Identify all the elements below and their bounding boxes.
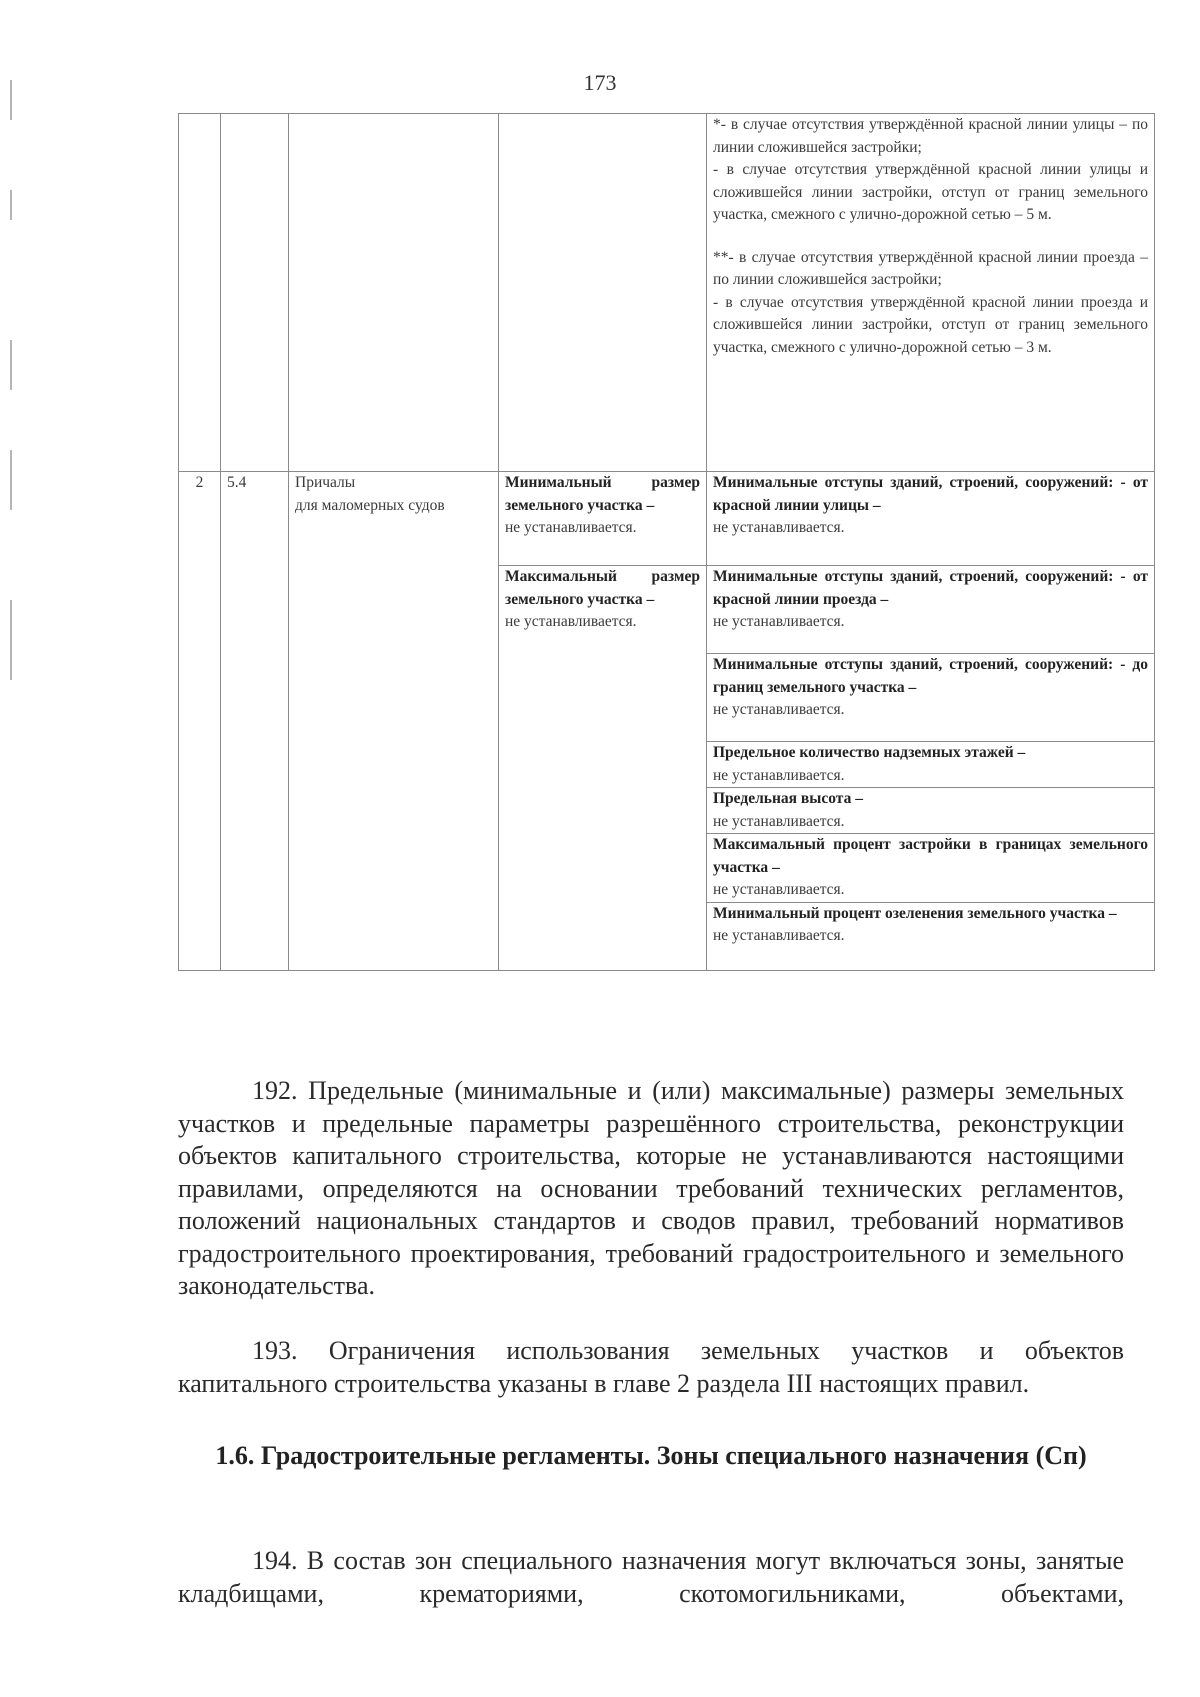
param-value: не устанавливается. xyxy=(713,766,845,784)
param-value: не устанавливается. xyxy=(713,812,845,830)
use-code: 5.4 xyxy=(221,472,289,971)
use-name-line1: Причалы xyxy=(295,474,356,491)
note-street-1: *- в случае отсутствия утверждённой красной линии улицы – по линии сложившейся застройки; xyxy=(713,116,1148,156)
note-passage-2: - в случае отсутствия утверждённой красной линии проезда и сложившейся линии застройки, отступ от границ земельного участка, смежного с улично-дорожной сетью – 3 м. xyxy=(713,293,1148,356)
note-passage-1: **- в случае отсутствия утверждённой красной линии проезда – по линии сложившейся застройки; xyxy=(713,248,1148,288)
param-label: Предельное количество надземных этажей – xyxy=(713,744,1026,761)
param-label: Минимальные отступы зданий, строений, сооружений: - от красной линии улицы – xyxy=(713,474,1148,514)
param-value: не устанавливается. xyxy=(713,701,845,718)
paragraph-number: 192. xyxy=(252,1076,298,1105)
notes-cell xyxy=(707,114,1155,472)
regulations-table xyxy=(178,113,1155,971)
table-row xyxy=(179,472,1155,566)
max-plot-size-value: не устанавливается. xyxy=(505,613,637,630)
paragraph-192 xyxy=(178,1075,1124,1303)
param-value: не устанавливается. xyxy=(713,613,845,630)
param-cell xyxy=(707,788,1155,834)
cell-empty xyxy=(221,114,289,472)
param-cell xyxy=(707,902,1155,970)
param-value: не устанавливается. xyxy=(713,881,845,898)
param-label: Предельная высота – xyxy=(713,790,863,807)
param-label: Минимальный процент озеленения земельного участка – xyxy=(713,904,1117,922)
min-plot-size xyxy=(499,472,707,566)
paragraph-text: Ограничения использования земельных участков и объектов капитального строительства указаны в главе 2 раздела III настоящих правил. xyxy=(178,1336,1124,1398)
paragraph-number: 194. xyxy=(252,1546,298,1575)
paragraph-text: Предельные (минимальные и (или) максимальные) размеры земельных участков и предельные параметры разрешённого строительства, реконструкции объектов капитального строительства, которые не устанавливаются настоящими правилами, определяются на основании требований технических регламентов, положений национальных стандартов и сводов правил, требований нормативов градостроительного проектирования, требований градостроительного и земельного законодательства. xyxy=(178,1076,1124,1300)
max-plot-size-label: Максимальный размер земельного участка – xyxy=(505,568,700,608)
cell-empty xyxy=(499,114,707,472)
param-label: Максимальный процент застройки в границах земельного участка – xyxy=(713,836,1148,876)
paragraph-text: В состав зон специального назначения могут включаться зоны, занятые кладбищами, крематориями, скотомогильниками, объектами, xyxy=(178,1546,1124,1608)
min-plot-size-value: не устанавливается. xyxy=(505,519,637,536)
cell-empty xyxy=(179,114,221,472)
paragraph-194 xyxy=(178,1545,1124,1610)
use-name xyxy=(289,472,499,971)
table-row xyxy=(179,114,1155,472)
param-label: Минимальные отступы зданий, строений, сооружений: - до границ земельного участка – xyxy=(713,656,1148,696)
use-name-line2: для маломерных судов xyxy=(295,496,445,514)
param-cell xyxy=(707,654,1155,742)
max-plot-size xyxy=(499,566,707,971)
param-value: не устанавливается. xyxy=(713,927,845,944)
param-cell xyxy=(707,472,1155,566)
section-heading: 1.6. Градостроительные регламенты. Зоны специального назначения (Сп) xyxy=(215,1441,1087,1470)
param-value: не устанавливается. xyxy=(713,519,845,536)
cell-empty xyxy=(289,114,499,472)
param-cell xyxy=(707,566,1155,654)
page-number: 173 xyxy=(583,70,617,95)
param-cell xyxy=(707,834,1155,903)
paragraph-number: 193. xyxy=(252,1336,298,1365)
row-number: 2 xyxy=(179,472,221,971)
min-plot-size-label: Минимальный размер земельного участка – xyxy=(505,474,700,514)
note-street-2: - в случае отсутствия утверждённой красной линии улицы и сложившейся линии застройки, отступ от границ земельного участка, смежного с улично-дорожной сетью – 5 м. xyxy=(713,161,1148,223)
scan-edge-marks xyxy=(10,80,13,780)
param-cell xyxy=(707,742,1155,788)
paragraph-193 xyxy=(178,1335,1124,1400)
param-label: Минимальные отступы зданий, строений, сооружений: - от красной линии проезда – xyxy=(713,568,1148,608)
